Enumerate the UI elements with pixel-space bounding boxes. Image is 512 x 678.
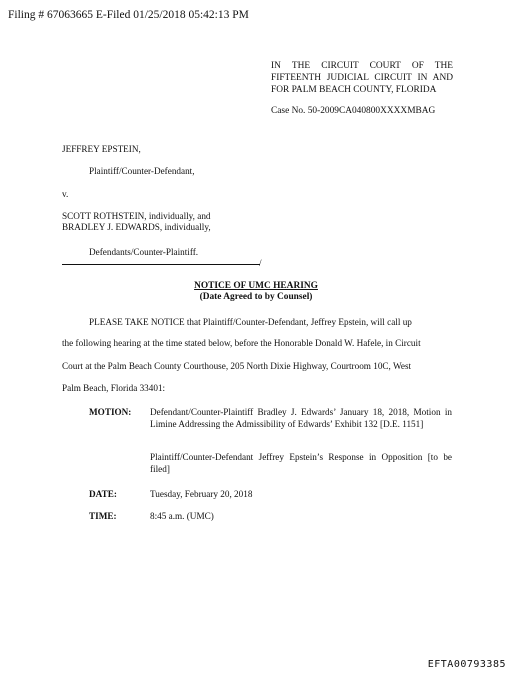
motion-item-1: Defendant/Counter-Plaintiff Bradley J. Edwards’ January 18, 2018, Motion in Limine Addressing the Admissibility of Edwards’ Exhibit 132 [D.E. 1151] — [150, 407, 452, 429]
body-line-4: Palm Beach, Florida 33401: — [62, 383, 166, 393]
versus: v. — [62, 189, 69, 199]
date-value: Tuesday, February 20, 2018 — [150, 489, 253, 499]
motion-item-2: Plaintiff/Counter-Defendant Jeffrey Epstein’s Response in Opposition [to be filed] — [150, 452, 452, 474]
defendants-role: Defendants/Counter-Plaintiff. — [89, 247, 199, 257]
time-label: TIME: — [89, 511, 117, 521]
case-number: Case No. 50-2009CA040800XXXXMBAG — [271, 106, 436, 116]
plaintiff-role: Plaintiff/Counter-Defendant, — [89, 166, 195, 176]
caption-rule — [62, 264, 260, 265]
body-line-1: PLEASE TAKE NOTICE that Plaintiff/Counter-Defendant, Jeffrey Epstein, will call up — [89, 317, 412, 327]
motion-label: MOTION: — [89, 407, 132, 417]
time-value: 8:45 a.m. (UMC) — [150, 511, 214, 521]
filing-header: Filing # 67063665 E-Filed 01/25/2018 05:42:13 PM — [8, 9, 249, 21]
document-subtitle: (Date Agreed to by Counsel) — [199, 292, 313, 302]
bates-number: EFTA00793385 — [427, 659, 506, 670]
document-title: NOTICE OF UMC HEARING — [194, 281, 318, 291]
court-caption: IN THE CIRCUIT COURT OF THE FIFTEENTH JUDICIAL CIRCUIT IN AND FOR PALM BEACH COUNTY, FLORIDA — [271, 61, 453, 95]
caption-end-mark: / — [259, 258, 262, 268]
defendant-line-2: BRADLEY J. EDWARDS, individually, — [62, 222, 211, 232]
body-line-2: the following hearing at the time stated below, before the Honorable Donald W. Hafele, in Circuit — [62, 338, 421, 348]
date-label: DATE: — [89, 489, 117, 499]
body-line-3: Court at the Palm Beach County Courthouse, 205 North Dixie Highway, Courtroom 10C, West — [62, 361, 412, 371]
plaintiff-name: JEFFREY EPSTEIN, — [62, 144, 141, 154]
defendant-line-1: SCOTT ROTHSTEIN, individually, and — [62, 211, 211, 221]
